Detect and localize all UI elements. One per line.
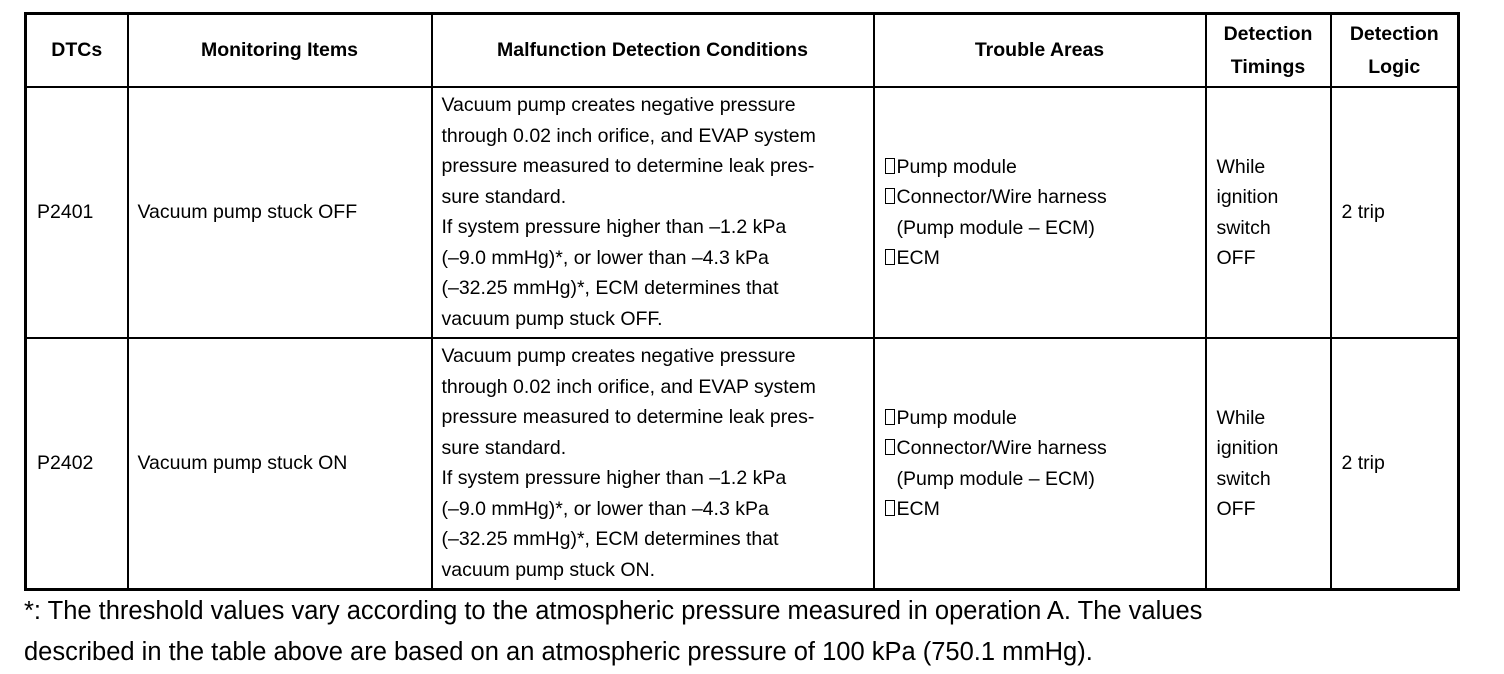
table-row — [26, 87, 1459, 338]
detection-timing: While ignition switch OFF — [1206, 338, 1331, 590]
footnote — [24, 591, 1464, 673]
trouble-areas: Pump module Connector/Wire harness (Pump module – ECM) ECM — [874, 338, 1206, 590]
dtc-code: P2401 — [26, 87, 128, 338]
checkbox-bullet-icon — [885, 158, 895, 174]
table-row — [26, 338, 1459, 590]
monitoring-item: Vacuum pump stuck ON — [128, 338, 432, 590]
header-detection-conditions: Malfunction Detection Conditions — [432, 14, 874, 88]
checkbox-bullet-icon — [885, 500, 895, 516]
header-detection-logic: Detection Logic — [1331, 14, 1459, 88]
header-trouble-areas: Trouble Areas — [874, 14, 1206, 88]
dtc-table — [24, 12, 1460, 591]
dtc-code: P2402 — [26, 338, 128, 590]
trouble-areas: Pump module Connector/Wire harness (Pump module – ECM) ECM — [874, 87, 1206, 338]
footnote-line: described in the table above are based on an atmospheric pressure of 100 kPa (750.1 mmHg). — [24, 638, 1093, 666]
detection-logic: 2 trip — [1331, 87, 1459, 338]
header-dtcs: DTCs — [26, 14, 128, 88]
detection-condition: Vacuum pump creates negative pressure through 0.02 inch orifice, and EVAP system pressure measured to determine leak pres- sure standard. If system pressure higher than –1.2 kPa (–9.0 mmHg)*, or lower than –4.3 kPa (–32.25 mmHg)*, ECM determines that vacuum pump stuck ON. — [432, 338, 874, 590]
checkbox-bullet-icon — [885, 188, 895, 204]
detection-logic: 2 trip — [1331, 338, 1459, 590]
detection-condition: Vacuum pump creates negative pressure through 0.02 inch orifice, and EVAP system pressure measured to determine leak pres- sure standard. If system pressure higher than –1.2 kPa (–9.0 mmHg)*, or lower than –4.3 kPa (–32.25 mmHg)*, ECM determines that vacuum pump stuck OFF. — [432, 87, 874, 338]
footnote-line: *: The threshold values vary according to the atmospheric pressure measured in operation A. The values — [24, 597, 1203, 625]
monitoring-item: Vacuum pump stuck OFF — [128, 87, 432, 338]
checkbox-bullet-icon — [885, 439, 895, 455]
detection-timing: While ignition switch OFF — [1206, 87, 1331, 338]
header-detection-timings: Detection Timings — [1206, 14, 1331, 88]
table-header-row — [26, 14, 1459, 88]
header-monitoring-items: Monitoring Items — [128, 14, 432, 88]
checkbox-bullet-icon — [885, 249, 895, 265]
checkbox-bullet-icon — [885, 409, 895, 425]
